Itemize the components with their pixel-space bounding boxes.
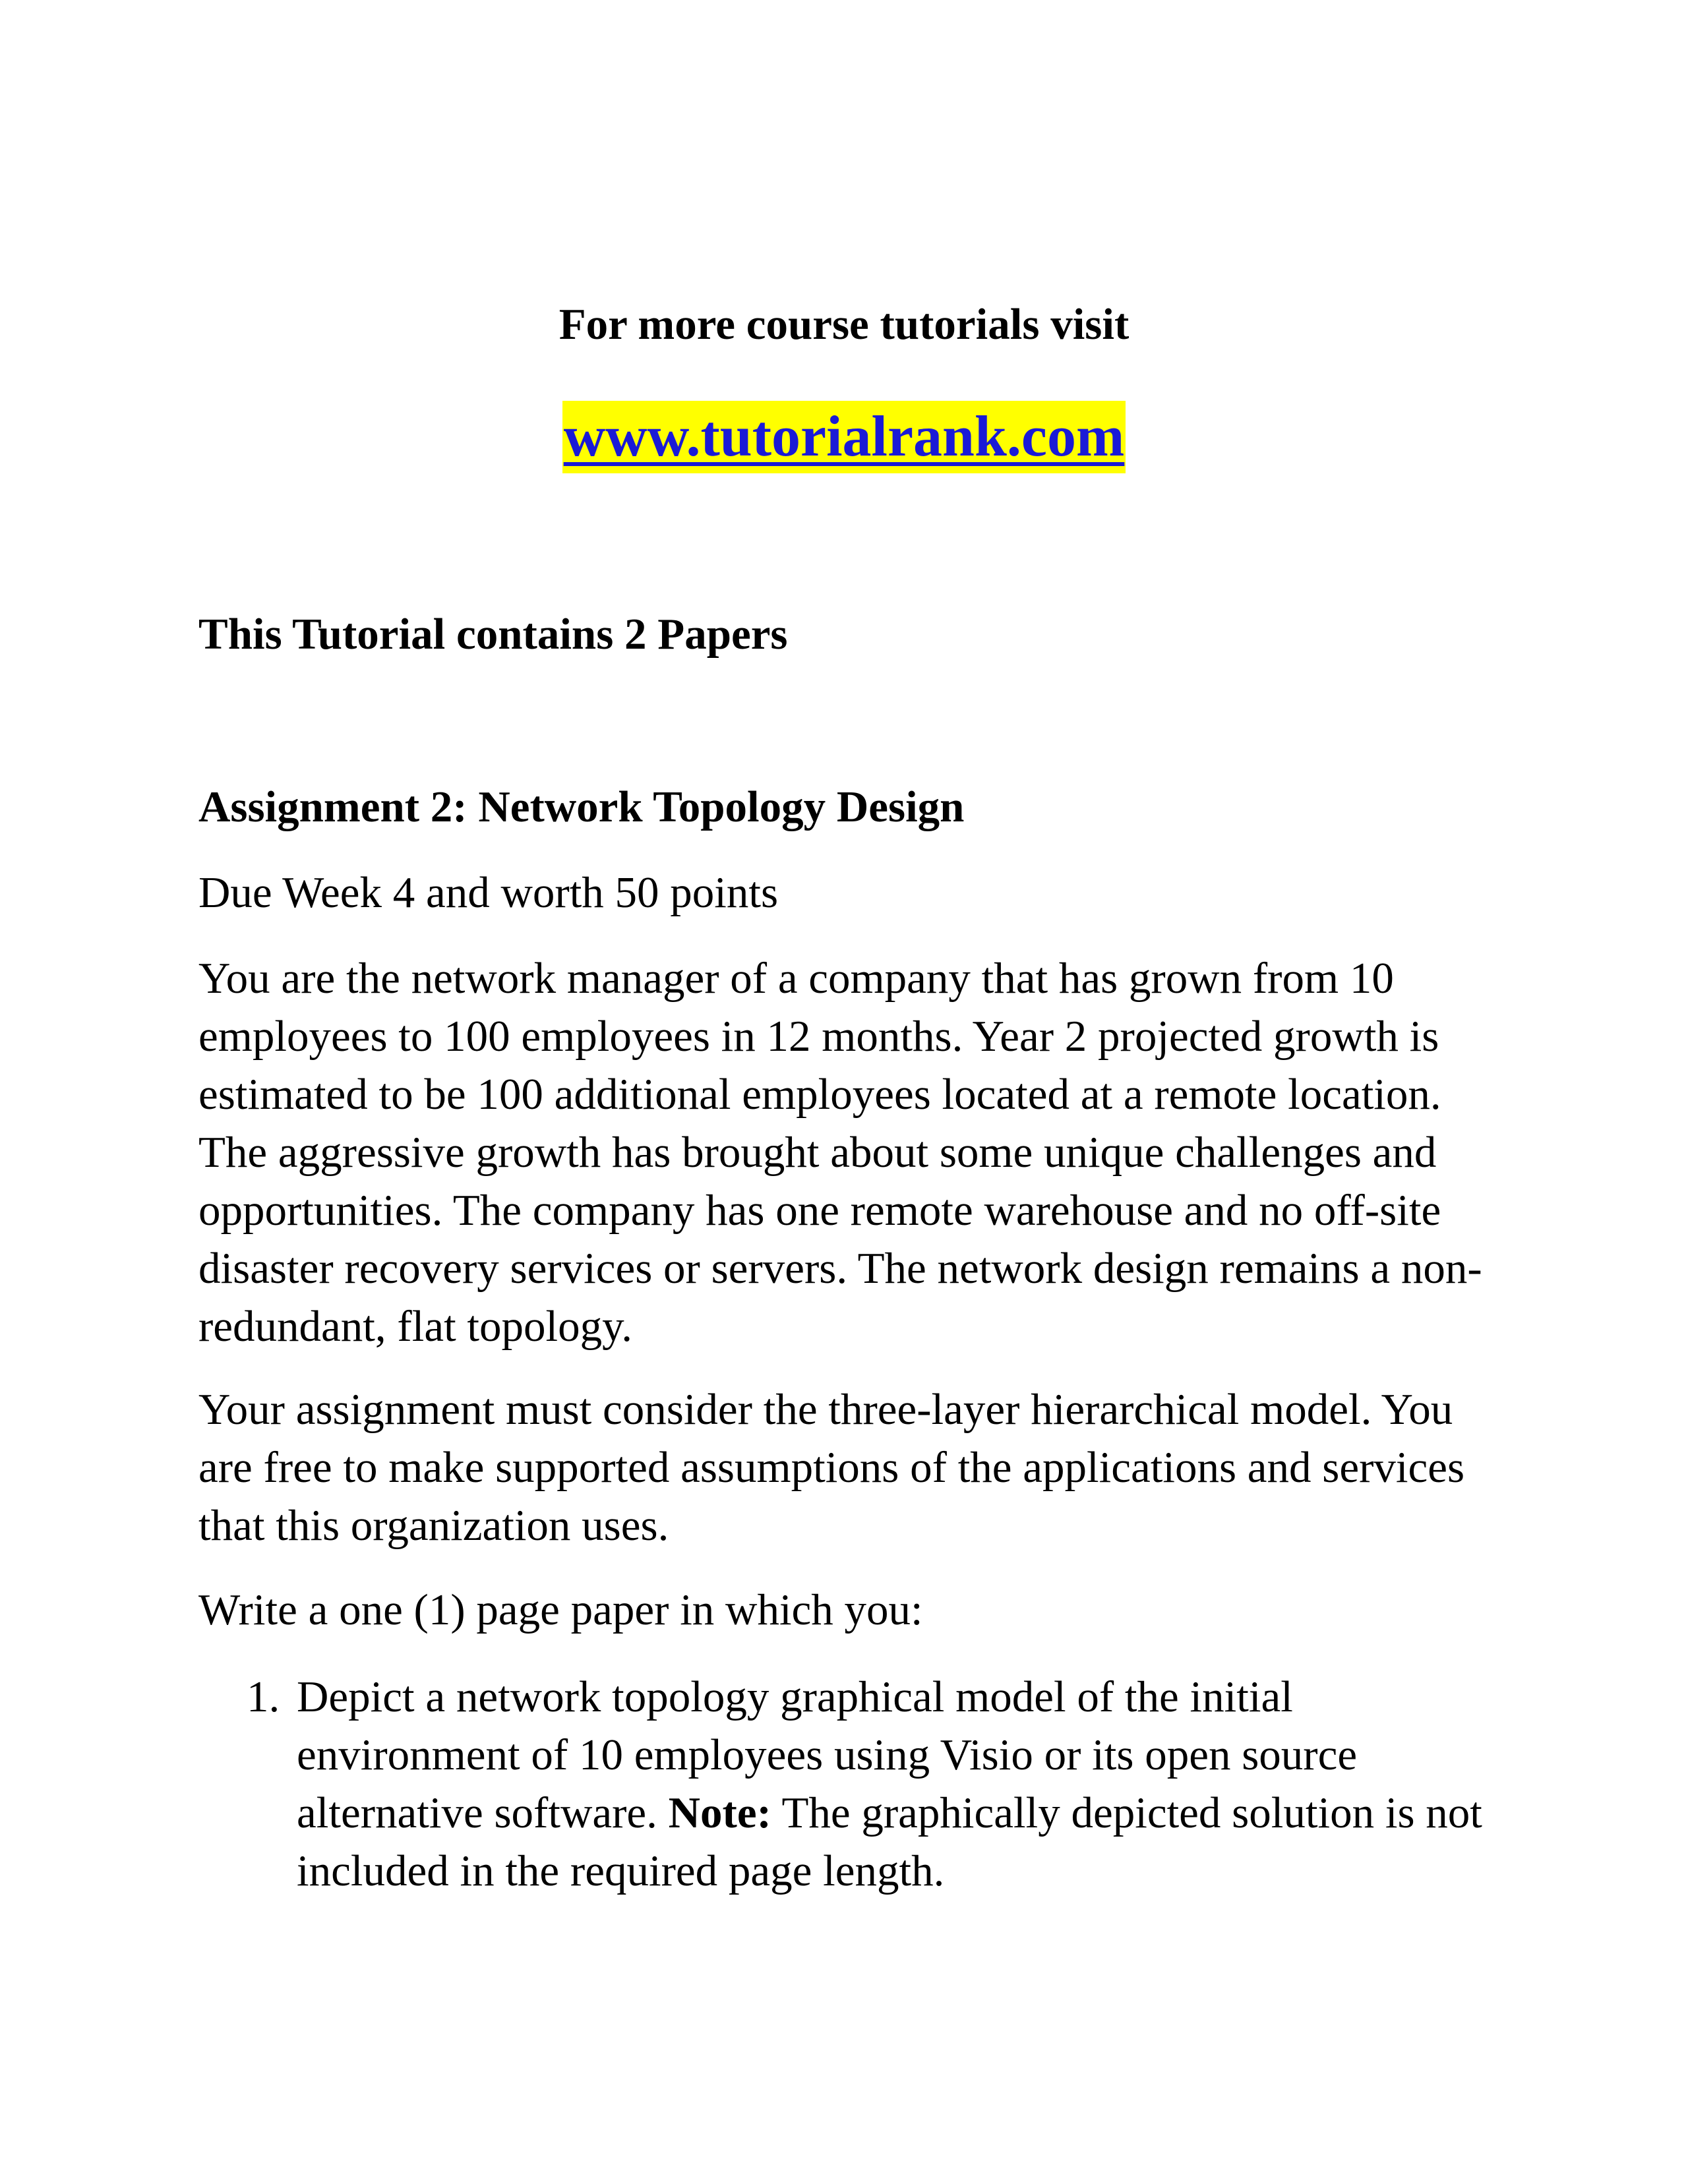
instructions-paragraph: Write a one (1) page paper in which you: [198, 1585, 923, 1634]
visit-heading: For more course tutorials visit [558, 300, 1130, 349]
site-link[interactable]: www.tutorialrank.com [562, 401, 1126, 473]
task-text-before-note: Depict a network topology graphical model of the initial environment of 10 employees using Visio or its open source alternative software. [297, 1672, 1358, 1837]
tutorial-papers-heading: This Tutorial contains 2 Papers [198, 610, 788, 659]
task-text-after-note: The graphically depicted solution is not included in the required page length. [297, 1788, 1482, 1895]
assignment-title: Assignment 2: Network Topology Design [198, 782, 965, 831]
due-date-text: Due Week 4 and worth 50 points [198, 868, 779, 917]
note-label: Note: [668, 1788, 771, 1837]
scenario-paragraph: You are the network manager of a company that has grown from 10 employees to 100 employees in 12 months. Year 2 projected growth is estimated to be 100 additional employees located at a remote location. The aggressive growth has brought about some unique challenges and opportunities. The company has one remote warehouse and no off-site disaster recovery services or servers. The network design remains a non-redundant, flat topology. [198, 954, 1482, 1351]
list-item [198, 1668, 1491, 1900]
list-item-number: 1. [247, 1672, 280, 1721]
requirements-paragraph: Your assignment must consider the three-layer hierarchical model. You are free to make supported assumptions of the applications and services that this organization uses. [198, 1385, 1465, 1550]
task-list [198, 1668, 1491, 1900]
site-link-container [0, 401, 1688, 489]
